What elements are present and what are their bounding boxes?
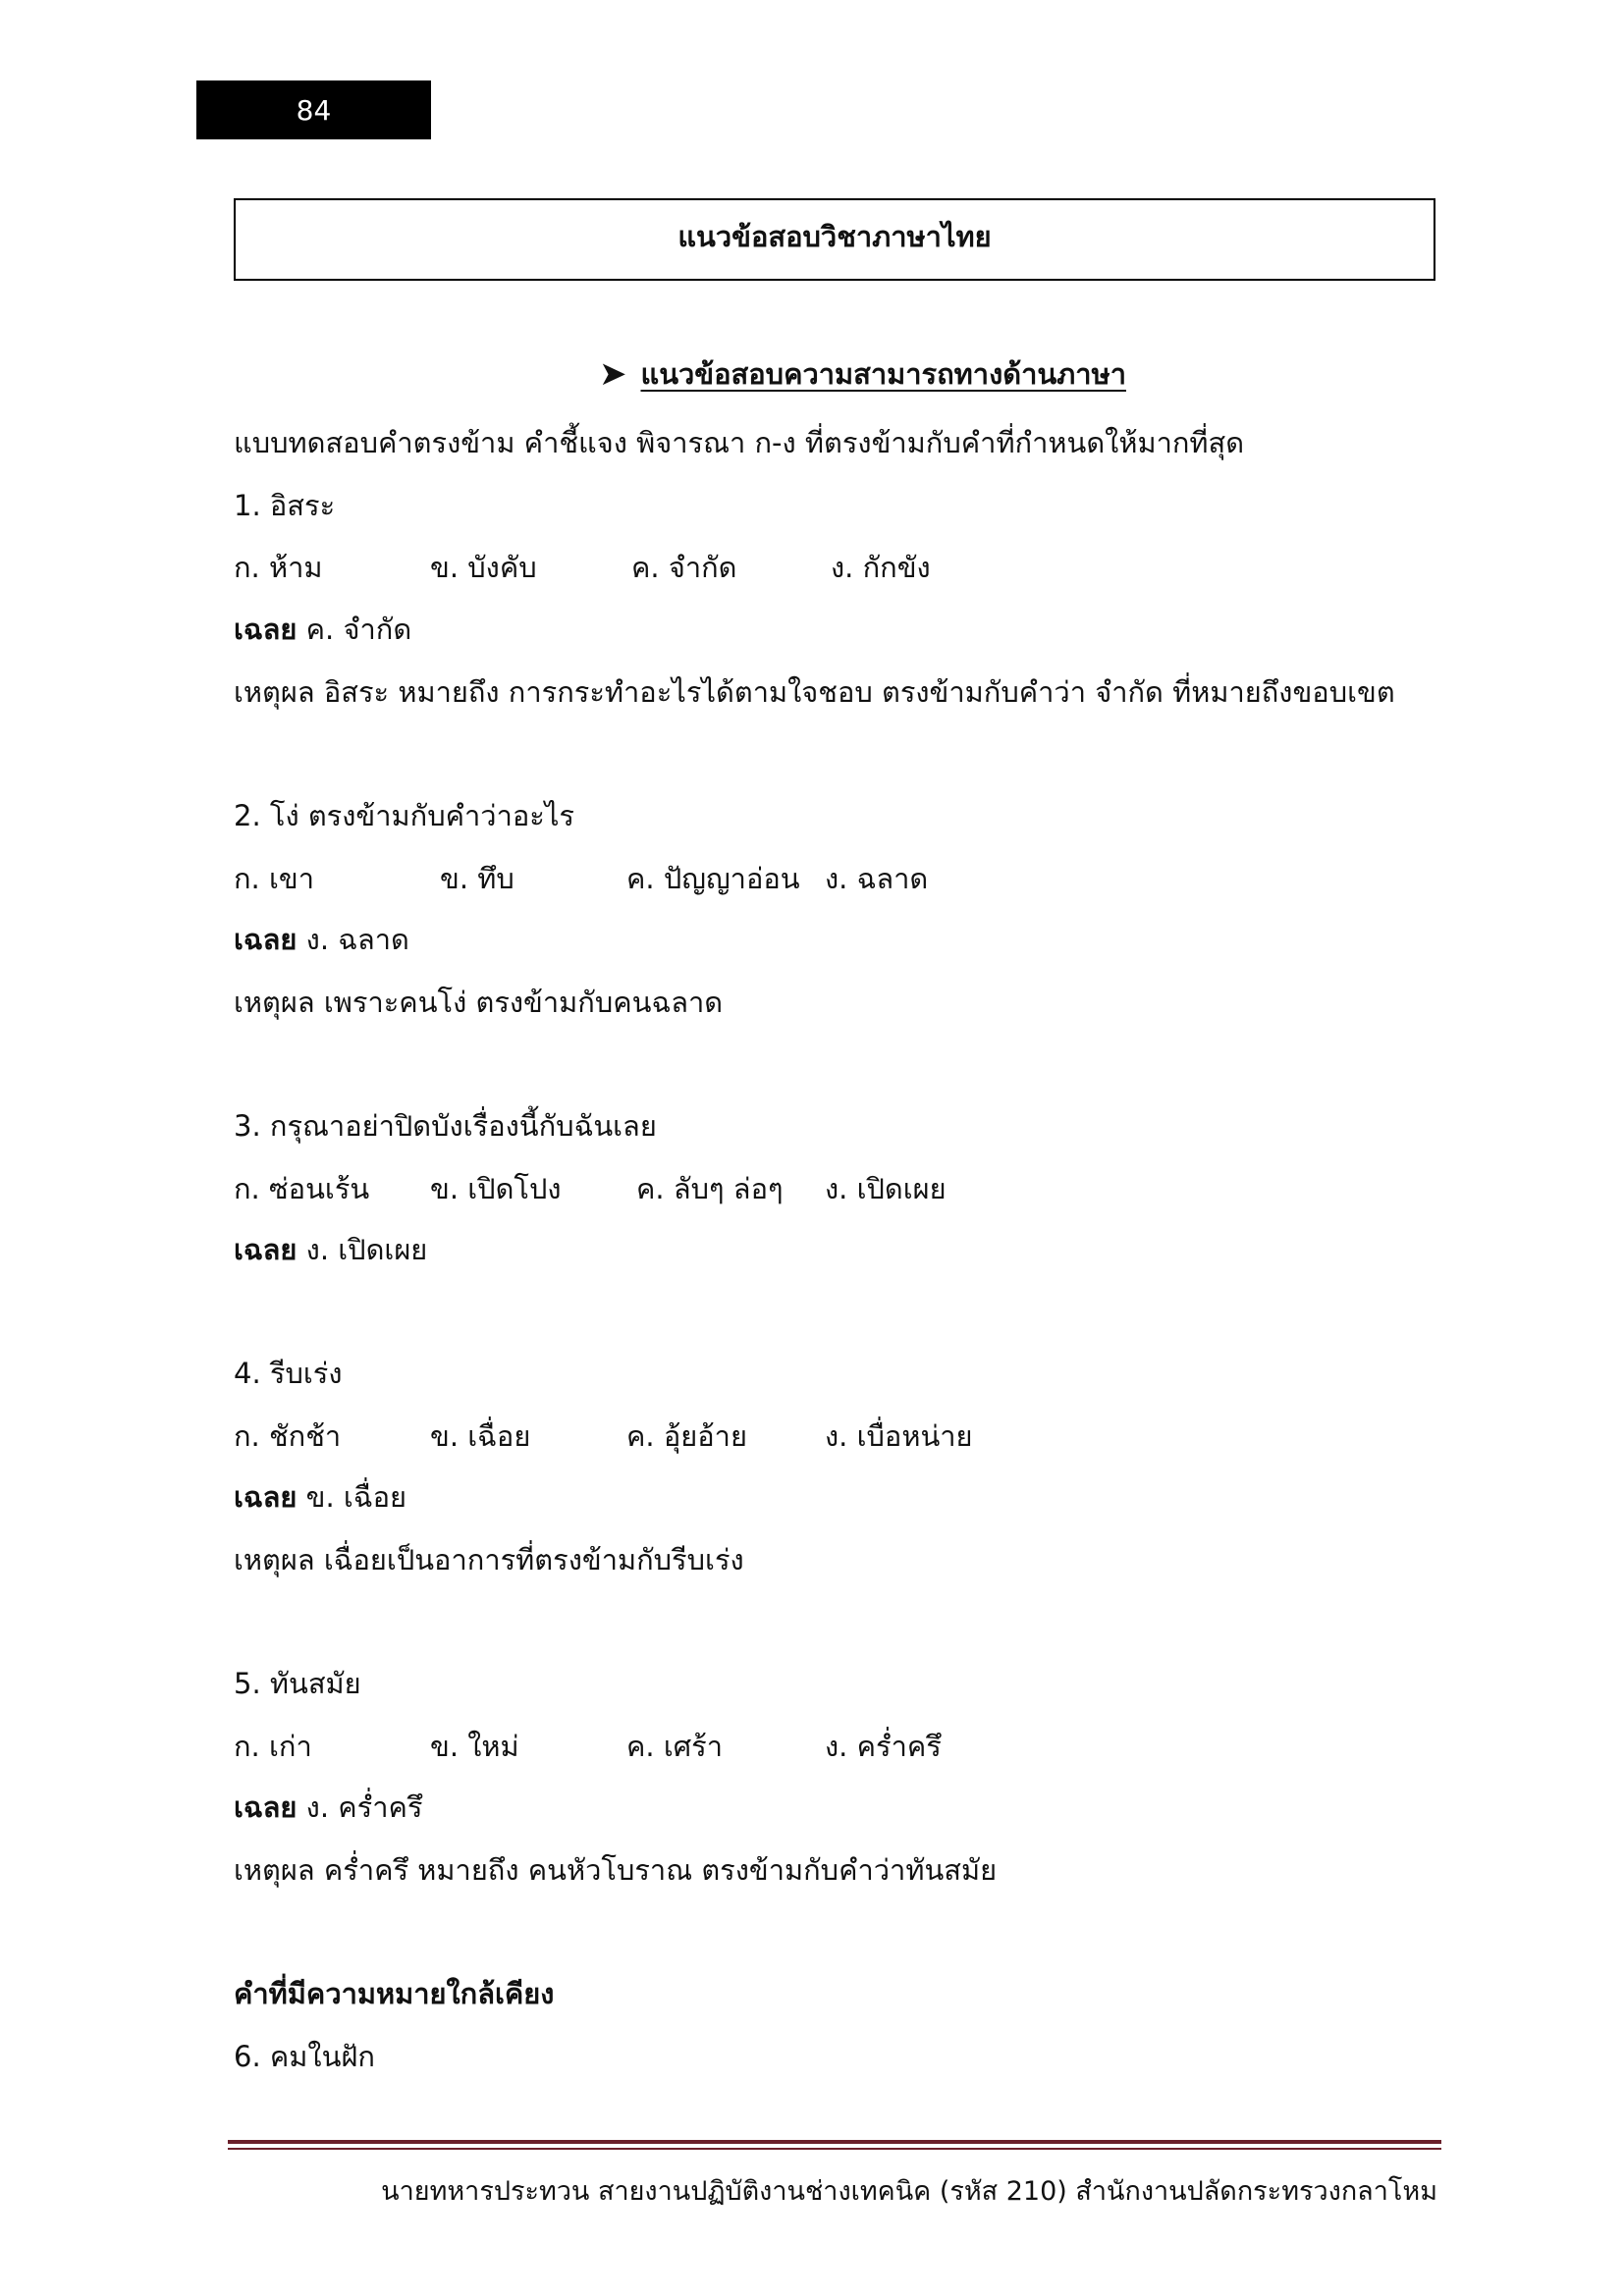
answer-2	[234, 917, 409, 962]
answer-label: เฉลย	[234, 1480, 298, 1514]
answer-5	[234, 1785, 423, 1830]
choice-5-a: ก. เก่า	[234, 1730, 312, 1763]
answer-label: เฉลย	[234, 1233, 298, 1266]
reason-4: เหตุผล เฉื่อยเป็นอาการที่ตรงข้ามกับรีบเร่ง	[234, 1543, 744, 1576]
answer-label: เฉลย	[234, 1790, 298, 1824]
choice-5-d: ง. คร่ำครึ	[825, 1730, 942, 1763]
answer-1	[234, 607, 411, 652]
choice-5-b: ข. ใหม่	[430, 1730, 519, 1763]
question-3: 3. กรุณาอย่าปิดบังเรื่องนี้กับฉันเลย	[234, 1109, 657, 1143]
question-4: 4. รีบเร่ง	[234, 1357, 343, 1390]
choice-3-d: ง. เปิดเผย	[825, 1172, 947, 1205]
choice-2-b: ข. ทึบ	[440, 862, 514, 895]
choice-1-c: ค. จำกัด	[631, 551, 737, 584]
instructions: แบบทดสอบคำตรงข้าม คำชี้แจง พิจารณา ก-ง ที่ตรงข้ามกับคำที่กำหนดให้มากที่สุด	[234, 426, 1245, 459]
answer-3-value: ง. เปิดเผย	[305, 1233, 428, 1266]
subsection-heading: คำที่มีความหมายใกล้เคียง	[234, 1977, 555, 2010]
answer-3	[234, 1227, 427, 1272]
choice-4-b: ข. เฉื่อย	[430, 1419, 531, 1453]
question-2: 2. โง่ ตรงข้ามกับคำว่าอะไร	[234, 799, 575, 832]
answer-label: เฉลย	[234, 923, 298, 956]
choice-1-d: ง. กักขัง	[831, 551, 931, 584]
choice-3-b: ข. เปิดโปง	[430, 1172, 562, 1205]
arrow-bullet-icon: ➤	[599, 354, 627, 394]
choice-1-a: ก. ห้าม	[234, 551, 323, 584]
choice-2-a: ก. เขา	[234, 862, 315, 895]
answer-5-value: ง. คร่ำครึ	[305, 1790, 423, 1824]
section-heading	[599, 351, 1126, 397]
page-title: แนวข้อสอบวิชาภาษาไทย	[677, 220, 992, 253]
reason-1: เหตุผล อิสระ หมายถึง การกระทำอะไรได้ตามใจชอบ ตรงข้ามกับคำว่า จำกัด ที่หมายถึงขอบเขต	[234, 675, 1395, 709]
question-1: 1. อิสระ	[234, 489, 336, 522]
answer-4	[234, 1474, 406, 1520]
question-5: 5. ทันสมัย	[234, 1667, 361, 1700]
question-6: 6. คมในฝัก	[234, 2040, 375, 2073]
page-title-box	[234, 198, 1435, 281]
choice-4-a: ก. ชักช้า	[234, 1419, 342, 1453]
choice-3-c: ค. ลับๆ ล่อๆ	[636, 1172, 784, 1205]
choice-4-c: ค. อุ้ยอ้าย	[626, 1419, 747, 1453]
answer-2-value: ง. ฉลาด	[305, 923, 409, 956]
choice-1-b: ข. บังคับ	[430, 551, 537, 584]
reason-5: เหตุผล คร่ำครึ หมายถึง คนหัวโบราณ ตรงข้ามกับคำว่าทันสมัย	[234, 1853, 998, 1887]
answer-4-value: ข. เฉื่อย	[305, 1480, 406, 1514]
choice-2-d: ง. ฉลาด	[825, 862, 929, 895]
choice-2-c: ค. ปัญญาอ่อน	[626, 862, 800, 895]
footer-text: นายทหารประทวน สายงานปฏิบัติงานช่างเทคนิค (รหัส 210) สำนักงานปลัดกระทรวงกลาโหม	[381, 2176, 1437, 2207]
page-number: 84	[196, 80, 431, 139]
footer-divider	[228, 2140, 1441, 2150]
answer-label: เฉลย	[234, 613, 298, 646]
choice-3-a: ก. ซ่อนเร้น	[234, 1172, 370, 1205]
answer-1-value: ค. จำกัด	[305, 613, 412, 646]
section-heading-text: แนวข้อสอบความสามารถทางด้านภาษา	[640, 357, 1126, 391]
reason-2: เหตุผล เพราะคนโง่ ตรงข้ามกับคนฉลาด	[234, 986, 724, 1019]
choice-4-d: ง. เบื่อหน่าย	[825, 1419, 973, 1453]
choice-5-c: ค. เศร้า	[626, 1730, 724, 1763]
